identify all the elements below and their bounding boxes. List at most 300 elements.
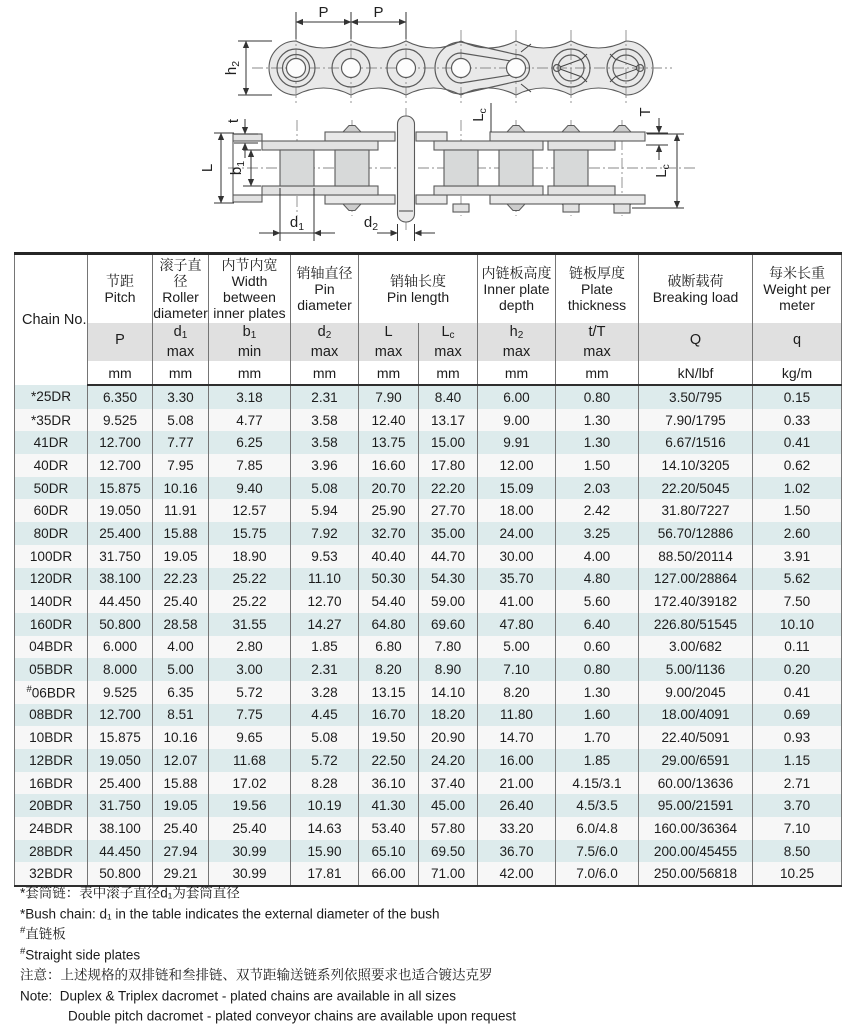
col-header-pin-diameter (291, 254, 359, 324)
symbol-cell: $h_2$ max (478, 323, 556, 361)
table-cell: 127.00/28864 (639, 568, 753, 591)
table-cell: 18.00/4091 (639, 704, 753, 727)
dim-label-p1: P (318, 4, 329, 21)
table-cell: 19.05 (153, 794, 209, 817)
table-cell: 25.22 (209, 568, 291, 591)
spec-table-body (15, 385, 842, 886)
table-cell: 15.09 (478, 477, 556, 500)
table-cell: 12.700 (88, 454, 153, 477)
table-row (15, 613, 842, 636)
header-cn: 内链板高度 (481, 265, 552, 281)
table-cell: 5.08 (291, 477, 359, 500)
table-cell: 7.10 (753, 817, 842, 840)
footnote-straight-plate-en: #Straight side plates (20, 945, 141, 962)
table-cell: 15.875 (88, 726, 153, 749)
table-cell: 160.00/36364 (639, 817, 753, 840)
table-cell: 57.80 (419, 817, 478, 840)
table-cell: 14.70 (478, 726, 556, 749)
symbol-cell: $d_2$ max (291, 323, 359, 361)
table-cell: 24.00 (478, 522, 556, 545)
header-cn: 链板厚度 (569, 265, 625, 281)
connecting-pin (398, 116, 415, 222)
table-cell: 0.41 (753, 681, 842, 704)
table-cell: 45.00 (419, 794, 478, 817)
chain-no-cell: 160DR (15, 613, 88, 636)
header-en: Plate thickness (567, 281, 627, 313)
table-row (15, 522, 842, 545)
table-cell: 25.400 (88, 772, 153, 795)
table-cell: 2.31 (291, 385, 359, 409)
table-cell: 3.58 (291, 409, 359, 432)
table-cell: 6.25 (209, 431, 291, 454)
table-cell: 25.40 (153, 817, 209, 840)
table-cell: 38.100 (88, 817, 153, 840)
table-cell: 9.91 (478, 431, 556, 454)
table-cell: 7.10 (478, 658, 556, 681)
table-cell: 3.30 (153, 385, 209, 409)
table-cell: 0.41 (753, 431, 842, 454)
table-cell: 17.02 (209, 772, 291, 795)
chain-no-cell: 140DR (15, 590, 88, 613)
table-cell: 13.15 (359, 681, 419, 704)
table-cell: 41.30 (359, 794, 419, 817)
table-row (15, 772, 842, 795)
table-cell: 3.58 (291, 431, 359, 454)
col-header-pin-length (359, 254, 478, 324)
table-cell: 16.70 (359, 704, 419, 727)
table-cell: 27.94 (153, 840, 209, 863)
table-cell: 32.70 (359, 522, 419, 545)
table-cell: 64.80 (359, 613, 419, 636)
table-cell: 50.800 (88, 862, 153, 886)
table-row (15, 636, 842, 659)
table-cell: 22.20 (419, 477, 478, 500)
table-cell: 41.00 (478, 590, 556, 613)
table-cell: 0.20 (753, 658, 842, 681)
unit-cell: mm (209, 361, 291, 385)
table-cell: 11.68 (209, 749, 291, 772)
table-cell: 0.93 (753, 726, 842, 749)
table-cell: 7.92 (291, 522, 359, 545)
chain-no-cell: *35DR (15, 409, 88, 432)
table-cell: 30.00 (478, 545, 556, 568)
table-cell: 27.70 (419, 499, 478, 522)
table-cell: 35.00 (419, 522, 478, 545)
unit-cell: mm (478, 361, 556, 385)
table-cell: 10.10 (753, 613, 842, 636)
table-cell: 11.10 (291, 568, 359, 591)
header-cn: 销轴长度 (390, 273, 446, 289)
header-row-units (15, 361, 842, 385)
header-cn: 内节内宽 (221, 257, 278, 273)
table-cell: 15.75 (209, 522, 291, 545)
table-cell: 3.96 (291, 454, 359, 477)
table-cell: 3.25 (556, 522, 639, 545)
chain-no-cell: *25DR (15, 385, 88, 409)
table-cell: 7.90/1795 (639, 409, 753, 432)
header-row-names (15, 254, 842, 324)
table-cell: 3.50/795 (639, 385, 753, 409)
dim-label-h2: $h_2$ (223, 60, 242, 76)
table-cell: 7.77 (153, 431, 209, 454)
col-header-roller-diameter (153, 254, 209, 324)
header-cn: 每米长重 (769, 265, 825, 281)
table-cell: 5.72 (291, 749, 359, 772)
table-cell: 0.80 (556, 385, 639, 409)
table-cell: 7.50 (753, 590, 842, 613)
table-cell: 31.80/7227 (639, 499, 753, 522)
table-cell: 71.00 (419, 862, 478, 886)
chain-no-cell: 50DR (15, 477, 88, 500)
table-row (15, 454, 842, 477)
table-cell: 2.60 (753, 522, 842, 545)
table-cell: 0.60 (556, 636, 639, 659)
chain-no-cell: 80DR (15, 522, 88, 545)
table-cell: 3.91 (753, 545, 842, 568)
table-row (15, 409, 842, 432)
dim-label-t: t (225, 118, 242, 124)
table-cell: 7.95 (153, 454, 209, 477)
unit-cell: mm (291, 361, 359, 385)
table-cell: 25.40 (209, 817, 291, 840)
table-cell: 47.80 (478, 613, 556, 636)
table-cell: 12.07 (153, 749, 209, 772)
table-cell: 5.60 (556, 590, 639, 613)
chain-no-cell: 100DR (15, 545, 88, 568)
table-cell: 6.000 (88, 636, 153, 659)
table-cell: 1.70 (556, 726, 639, 749)
table-cell: 5.08 (153, 409, 209, 432)
table-cell: 9.00/2045 (639, 681, 753, 704)
chain-no-cell: 12BDR (15, 749, 88, 772)
table-cell: 29.21 (153, 862, 209, 886)
table-cell: 8.50 (753, 840, 842, 863)
table-cell: 7.90 (359, 385, 419, 409)
table-cell: 1.02 (753, 477, 842, 500)
table-row (15, 431, 842, 454)
table-cell: 1.30 (556, 409, 639, 432)
table-cell: 54.40 (359, 590, 419, 613)
unit-cell: mm (153, 361, 209, 385)
table-cell: 30.99 (209, 862, 291, 886)
table-cell: 1.85 (556, 749, 639, 772)
table-cell: 53.40 (359, 817, 419, 840)
table-cell: 12.40 (359, 409, 419, 432)
table-cell: 5.00 (153, 658, 209, 681)
symbol-cell: P (88, 323, 153, 361)
table-cell: 40.40 (359, 545, 419, 568)
table-cell: 10.16 (153, 477, 209, 500)
table-cell: 18.00 (478, 499, 556, 522)
table-cell: 69.50 (419, 840, 478, 863)
table-cell: 2.71 (753, 772, 842, 795)
chain-no-cell: 04BDR (15, 636, 88, 659)
table-cell: 16.00 (478, 749, 556, 772)
table-cell: 9.65 (209, 726, 291, 749)
table-cell: 1.50 (753, 499, 842, 522)
table-cell: 38.100 (88, 568, 153, 591)
col-header-plate-thickness (556, 254, 639, 324)
header-cn: 销轴直径 (296, 265, 353, 281)
table-cell: 7.5/6.0 (556, 840, 639, 863)
table-cell: 11.80 (478, 704, 556, 727)
table-cell: 6.00 (478, 385, 556, 409)
table-cell: 1.85 (291, 636, 359, 659)
table-cell: 6.0/4.8 (556, 817, 639, 840)
chain-no-cell: 24BDR (15, 817, 88, 840)
table-cell: 12.57 (209, 499, 291, 522)
table-cell: 30.99 (209, 840, 291, 863)
chain-no-cell: 60DR (15, 499, 88, 522)
table-cell: 18.20 (419, 704, 478, 727)
table-cell: 56.70/12886 (639, 522, 753, 545)
table-cell: 35.70 (478, 568, 556, 591)
table-cell: 31.750 (88, 545, 153, 568)
table-cell: 6.35 (153, 681, 209, 704)
table-cell: 31.750 (88, 794, 153, 817)
col-header-breaking-load (639, 254, 753, 324)
table-cell: 5.72 (209, 681, 291, 704)
table-cell: 12.700 (88, 704, 153, 727)
chain-side-view (223, 4, 672, 106)
table-row (15, 817, 842, 840)
table-row (15, 749, 842, 772)
chain-no-cell: 20BDR (15, 794, 88, 817)
table-cell: 26.40 (478, 794, 556, 817)
table-row (15, 704, 842, 727)
symbol-cell: Q (639, 323, 753, 361)
table-cell: 8.20 (359, 658, 419, 681)
table-cell: 0.80 (556, 658, 639, 681)
table-row (15, 590, 842, 613)
table-cell: 59.00 (419, 590, 478, 613)
unit-cell: mm (556, 361, 639, 385)
table-cell: 14.27 (291, 613, 359, 636)
table-cell: 12.70 (291, 590, 359, 613)
symbol-cell: $b_1$ min (209, 323, 291, 361)
header-en: Width between inner plates (213, 273, 286, 321)
table-cell: 250.00/56818 (639, 862, 753, 886)
table-cell: 5.94 (291, 499, 359, 522)
header-cn: 破断载荷 (667, 273, 724, 289)
table-cell: 5.00 (478, 636, 556, 659)
table-cell: 8.000 (88, 658, 153, 681)
table-cell: 20.90 (419, 726, 478, 749)
table-cell: 50.30 (359, 568, 419, 591)
col-header-plate-depth (478, 254, 556, 324)
table-cell: 6.80 (359, 636, 419, 659)
table-cell: 37.40 (419, 772, 478, 795)
table-cell: 4.80 (556, 568, 639, 591)
table-cell: 25.400 (88, 522, 153, 545)
table-cell: 31.55 (209, 613, 291, 636)
table-cell: 5.08 (291, 726, 359, 749)
table-cell: 15.90 (291, 840, 359, 863)
table-cell: 22.50 (359, 749, 419, 772)
table-cell: 19.56 (209, 794, 291, 817)
table-cell: 1.15 (753, 749, 842, 772)
table-cell: 44.450 (88, 840, 153, 863)
table-cell: 172.40/39182 (639, 590, 753, 613)
table-cell: 36.70 (478, 840, 556, 863)
chain-no-cell: 32BDR (15, 862, 88, 886)
table-cell: 7.85 (209, 454, 291, 477)
table-cell: 0.15 (753, 385, 842, 409)
table-row (15, 794, 842, 817)
chain-no-cell: 08BDR (15, 704, 88, 727)
dim-label-d1: $d_1$ (289, 214, 305, 233)
unit-cell: mm (419, 361, 478, 385)
header-en: Pitch (104, 289, 136, 305)
table-cell: 25.22 (209, 590, 291, 613)
table-cell: 44.450 (88, 590, 153, 613)
header-cn: 节距 (106, 273, 134, 289)
col-header-inner-width (209, 254, 291, 324)
table-cell: 22.23 (153, 568, 209, 591)
table-cell: 6.350 (88, 385, 153, 409)
chain-no-cell: 28BDR (15, 840, 88, 863)
specification-table (14, 252, 842, 887)
table-cell: 22.20/5045 (639, 477, 753, 500)
table-row (15, 726, 842, 749)
table-cell: 1.60 (556, 704, 639, 727)
header-en: Inner plate depth (483, 281, 550, 313)
table-cell: 6.40 (556, 613, 639, 636)
table-cell: 42.00 (478, 862, 556, 886)
table-cell: 14.10/3205 (639, 454, 753, 477)
chain-no-cell: 41DR (15, 431, 88, 454)
table-cell: 95.00/21591 (639, 794, 753, 817)
table-cell: 0.33 (753, 409, 842, 432)
table-cell: 1.30 (556, 431, 639, 454)
header-en: Pin diameter (297, 281, 352, 313)
dim-label-d2: $d_2$ (363, 214, 379, 233)
footnotes (20, 881, 820, 1025)
dim-label-p2: P (373, 4, 384, 21)
footnote-notice-cn: 注意：上述规格的双排链和叁排链、双节距输送链系列依照要求也适合镀达克罗 (20, 967, 493, 983)
table-row (15, 658, 842, 681)
table-cell: 14.63 (291, 817, 359, 840)
header-row-symbols (15, 323, 842, 361)
chain-no-cell: #06BDR (15, 681, 88, 704)
table-cell: 10.25 (753, 862, 842, 886)
table-cell: 15.00 (419, 431, 478, 454)
table-cell: 33.20 (478, 817, 556, 840)
table-cell: 7.0/6.0 (556, 862, 639, 886)
table-cell: 69.60 (419, 613, 478, 636)
table-cell: 54.30 (419, 568, 478, 591)
table-cell: 10.16 (153, 726, 209, 749)
table-cell: 8.20 (478, 681, 556, 704)
table-cell: 12.700 (88, 431, 153, 454)
table-cell: 44.70 (419, 545, 478, 568)
chain-no-cell: 120DR (15, 568, 88, 591)
table-cell: 6.67/1516 (639, 431, 753, 454)
symbol-cell: $L_c$ max (419, 323, 478, 361)
chain-no-cell: 10BDR (15, 726, 88, 749)
header-en: Pin length (386, 289, 450, 305)
footnote-bush-chain-cn: *套筒链：表中滚子直径d₁为套筒直径 (20, 885, 240, 901)
table-cell: 3.70 (753, 794, 842, 817)
table-cell: 21.00 (478, 772, 556, 795)
chain-technical-drawing (0, 0, 855, 252)
table-cell: 13.75 (359, 431, 419, 454)
table-cell: 50.800 (88, 613, 153, 636)
table-cell: 8.90 (419, 658, 478, 681)
table-cell: 18.90 (209, 545, 291, 568)
table-cell: 5.62 (753, 568, 842, 591)
table-cell: 7.75 (209, 704, 291, 727)
table-cell: 29.00/6591 (639, 749, 753, 772)
col-header-weight (753, 254, 842, 324)
table-cell: 19.050 (88, 749, 153, 772)
table-cell: 4.00 (153, 636, 209, 659)
table-cell: 28.58 (153, 613, 209, 636)
table-cell: 19.050 (88, 499, 153, 522)
table-cell: 20.70 (359, 477, 419, 500)
table-cell: 0.69 (753, 704, 842, 727)
table-cell: 22.40/5091 (639, 726, 753, 749)
dim-label-b1: $b_1$ (228, 160, 247, 176)
table-cell: 2.80 (209, 636, 291, 659)
symbol-cell: t/T max (556, 323, 639, 361)
table-cell: 16.60 (359, 454, 419, 477)
header-en: Breaking load (652, 289, 739, 305)
table-row (15, 681, 842, 704)
symbol-cell: $d_1$ max (153, 323, 209, 361)
table-cell: 3.00/682 (639, 636, 753, 659)
table-cell: 19.05 (153, 545, 209, 568)
table-cell: 11.91 (153, 499, 209, 522)
table-row (15, 499, 842, 522)
table-cell: 1.50 (556, 454, 639, 477)
table-cell: 4.15/3.1 (556, 772, 639, 795)
table-cell: 15.88 (153, 522, 209, 545)
table-cell: 9.53 (291, 545, 359, 568)
table-cell: 2.03 (556, 477, 639, 500)
col-header-pitch (88, 254, 153, 324)
table-cell: 226.80/51545 (639, 613, 753, 636)
table-cell: 9.525 (88, 409, 153, 432)
header-cn: 滚子直径 (159, 257, 202, 289)
table-cell: 9.40 (209, 477, 291, 500)
table-cell: 7.80 (419, 636, 478, 659)
table-cell: 13.17 (419, 409, 478, 432)
table-cell: 0.11 (753, 636, 842, 659)
table-cell: 8.28 (291, 772, 359, 795)
table-cell: 5.00/1136 (639, 658, 753, 681)
symbol-cell: L max (359, 323, 419, 361)
header-en: Roller diameter (153, 289, 208, 321)
table-cell: 19.50 (359, 726, 419, 749)
table-row (15, 840, 842, 863)
footnote-bush-chain-en: *Bush chain: d₁ in the table indicates the external diameter of the bush (20, 906, 440, 921)
symbol-cell: q (753, 323, 842, 361)
footnote-straight-plate-cn: #直链板 (20, 925, 66, 942)
table-cell: 17.80 (419, 454, 478, 477)
table-cell: 8.51 (153, 704, 209, 727)
table-cell: 4.5/3.5 (556, 794, 639, 817)
table-cell: 2.31 (291, 658, 359, 681)
table-cell: 3.00 (209, 658, 291, 681)
table-cell: 2.42 (556, 499, 639, 522)
table-cell: 4.45 (291, 704, 359, 727)
table-row (15, 385, 842, 409)
table-cell: 65.10 (359, 840, 419, 863)
footnote-note-en: Note: Duplex & Triplex dacromet - plated chains are available in all sizes (20, 988, 456, 1003)
table-row (15, 477, 842, 500)
table-cell: 3.18 (209, 385, 291, 409)
